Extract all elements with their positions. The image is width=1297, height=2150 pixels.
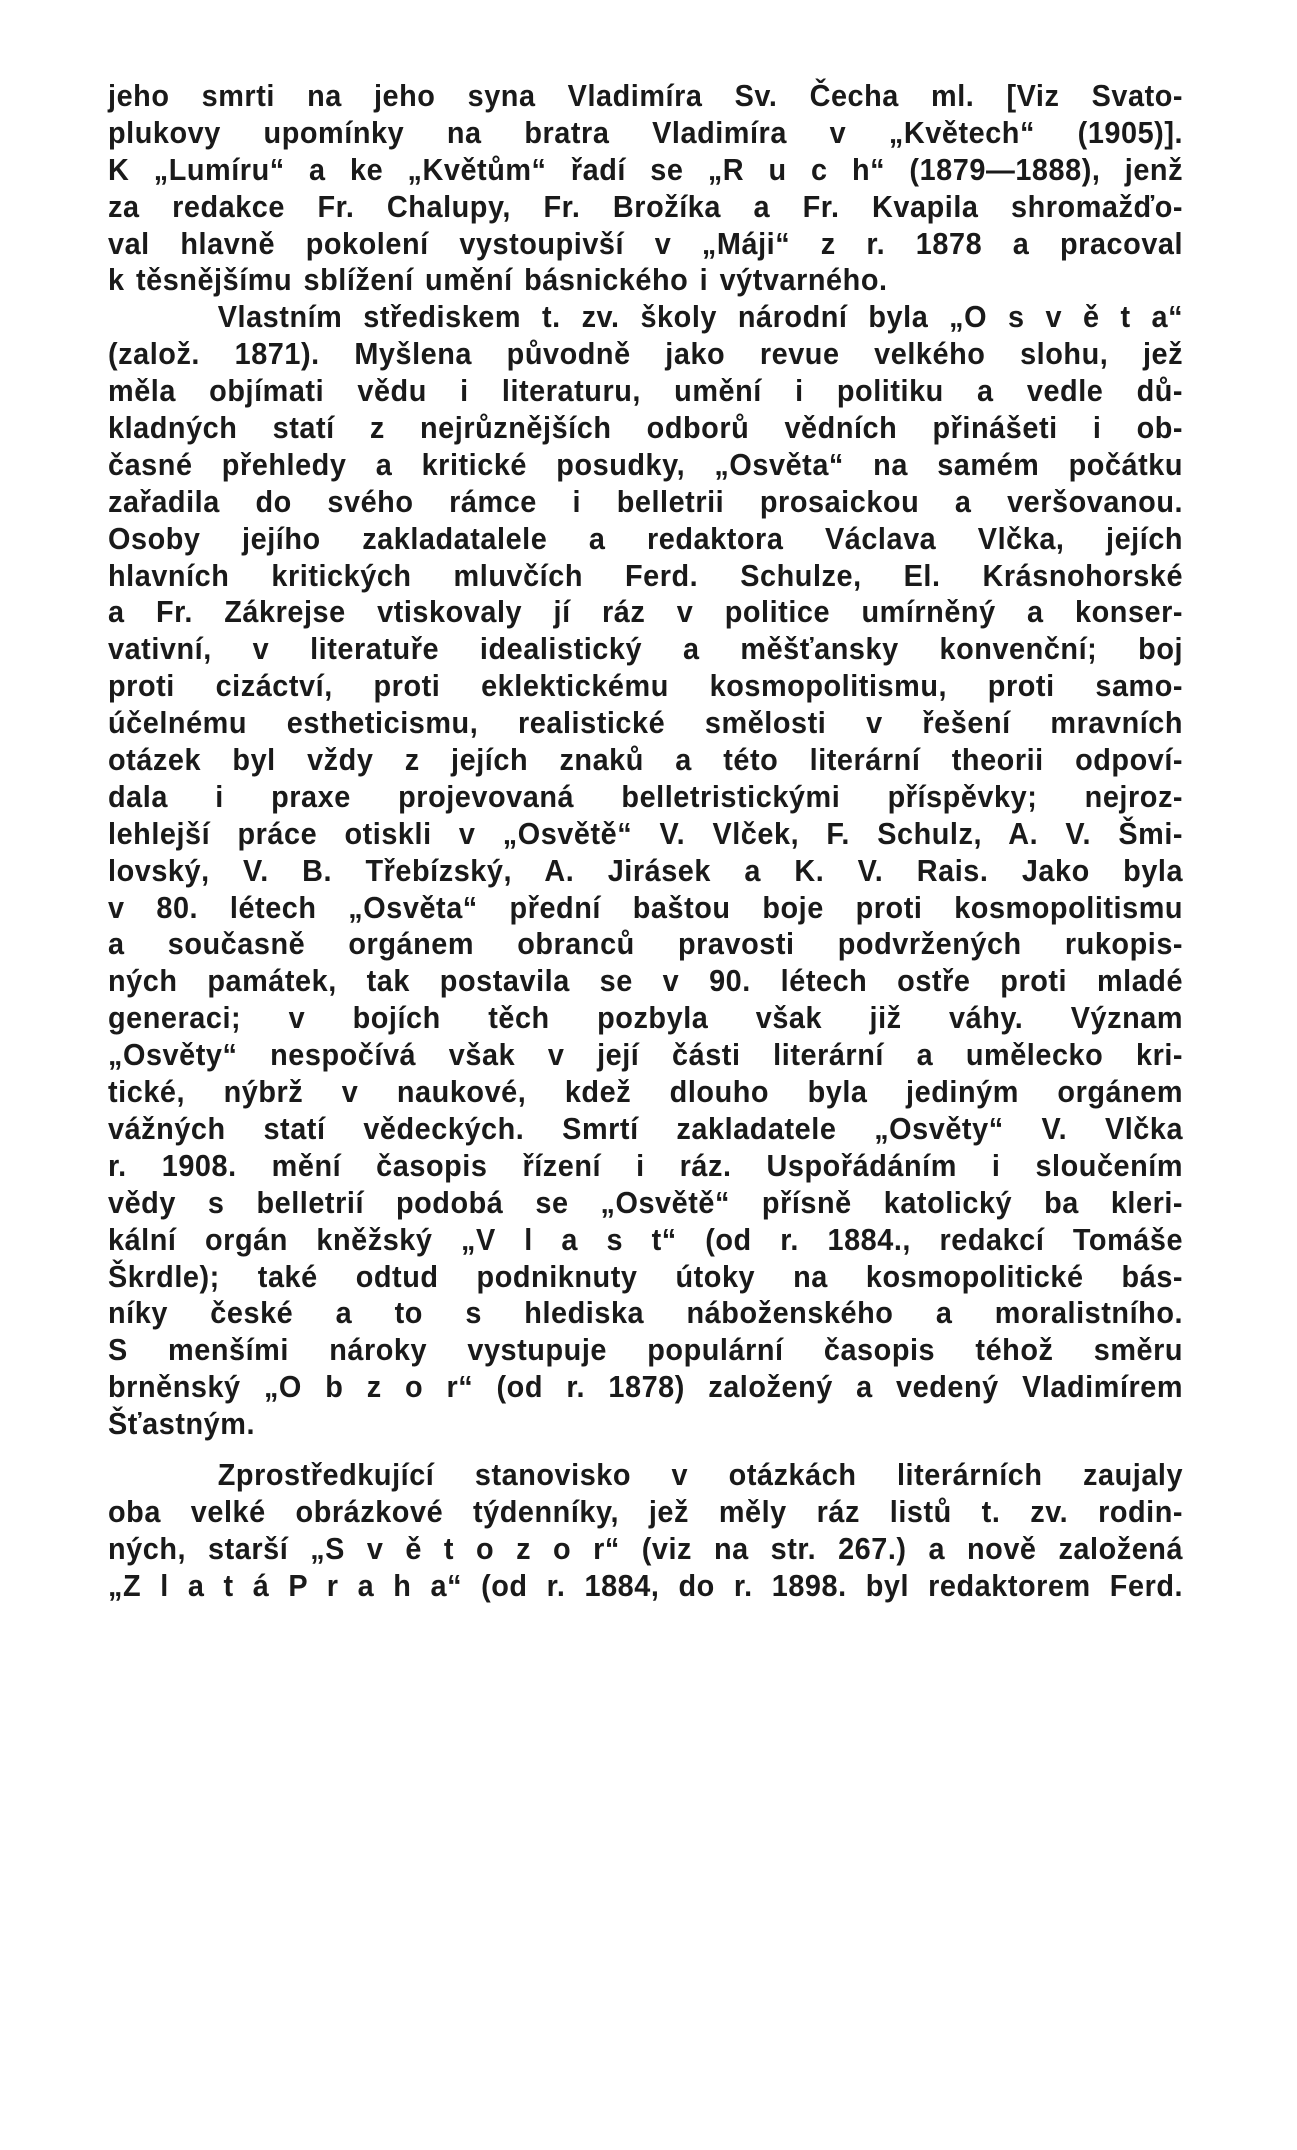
text-line: (založ. 1871). Myšlena původně jako revue velkého slohu, jež: [108, 336, 1184, 372]
text-line: Šťastným.: [108, 1406, 256, 1442]
text-line: plukovy upomínky na bratra Vladimíra v „Květech“ (1905)].: [108, 114, 1184, 150]
text-line: lehlejší práce otiskli v „Osvětě“ V. Vlček, F. Schulz, A. V. Šmi-: [108, 815, 1184, 851]
text-line: oba velké obrázkové týdenníky, jež měly ráz listů t. zv. rodin-: [108, 1493, 1184, 1529]
text-line: a současně orgánem obranců pravosti podvržených rukopis-: [108, 926, 1184, 962]
document-page: [108, 78, 1183, 1605]
text-line: S menšími nároky vystupuje populární časopis téhož směru: [108, 1332, 1184, 1368]
text-line: za redakce Fr. Chalupy, Fr. Brožíka a Fr. Kvapila shromažďo-: [108, 188, 1184, 224]
text-line: val hlavně pokolení vystoupivší v „Máji“ z r. 1878 a pracoval: [108, 225, 1184, 261]
text-line: Vlastním střediskem t. zv. školy národní byla „O s v ě t a“: [217, 299, 1184, 335]
text-line: „Osvěty“ nespočívá však v její části literární a umělecko kri-: [108, 1037, 1184, 1073]
text-line: „Z l a t á P r a h a“ (od r. 1884, do r. 1898. byl redaktorem Ferd.: [108, 1567, 1184, 1603]
text-line: kální orgán kněžský „V l a s t“ (od r. 1884., redakcí Tomáše: [108, 1221, 1184, 1257]
paragraph-tydenniky: [108, 1457, 1183, 1605]
text-line: dala i praxe projevovaná belletristickými příspěvky; nejroz-: [108, 778, 1184, 814]
text-line: vědy s belletrií podobá se „Osvětě“ přísně katolický ba kleri-: [108, 1184, 1184, 1220]
text-line: brněnský „O b z o r“ (od r. 1878) založený a vedený Vladimírem: [108, 1369, 1184, 1405]
text-line: jeho smrti na jeho syna Vladimíra Sv. Čecha ml. [Viz Svato-: [108, 78, 1184, 113]
text-line: otázek byl vždy z jejích znaků a této literární theorii odpoví-: [108, 742, 1184, 778]
text-line: Zprostředkující stanovisko v otázkách literárních zaujaly: [217, 1456, 1184, 1492]
text-line: Osoby jejího zakladatalele a redaktora Václava Vlčka, jejích: [108, 520, 1184, 556]
text-line: v 80. létech „Osvěta“ přední baštou boje proti kosmopolitismu: [108, 889, 1184, 925]
text-line: vážných statí vědeckých. Smrtí zakladatele „Osvěty“ V. Vlčka: [108, 1110, 1184, 1146]
text-line: hlavních kritických mluvčích Ferd. Schulze, El. Krásnohorské: [108, 557, 1184, 593]
text-line: kladných statí z nejrůznějších odborů vědních přinášeti i ob-: [108, 410, 1184, 446]
text-line: ných, starší „S v ě t o z o r“ (viz na str. 267.) a nově založená: [108, 1530, 1184, 1566]
text-line: časné přehledy a kritické posudky, „Osvěta“ na samém počátku: [108, 446, 1184, 482]
text-line: a Fr. Zákrejse vtiskovaly jí ráz v politice umírněný a konser-: [108, 594, 1184, 630]
paragraph-ruch: [108, 78, 1183, 299]
text-line: měla objímati vědu i literaturu, umění i politiku a vedle dů-: [108, 373, 1184, 409]
text-line: níky české a to s hlediska náboženského a moralistního.: [108, 1295, 1184, 1331]
text-line: lovský, V. B. Třebízský, A. Jirásek a K. V. Rais. Jako byla: [108, 852, 1184, 888]
text-line: vativní, v literatuře idealistický a měšťansky konvenční; boj: [108, 631, 1184, 667]
text-line: proti cizáctví, proti eklektickému kosmopolitismu, proti samo-: [108, 668, 1184, 704]
text-line: r. 1908. mění časopis řízení i ráz. Uspořádáním i sloučením: [108, 1147, 1184, 1183]
text-line: ných památek, tak postavila se v 90. létech ostře proti mladé: [108, 963, 1184, 999]
text-line: K „Lumíru“ a ke „Květům“ řadí se „R u c h“ (1879—1888), jenž: [108, 151, 1184, 187]
paragraph-osveta: [108, 299, 1183, 1443]
text-line: generaci; v bojích těch pozbyla však již váhy. Význam: [108, 1000, 1184, 1036]
text-line: účelnému estheticismu, realistické smělosti v řešení mravních: [108, 705, 1184, 741]
text-line: Škrdle); také odtud podniknuty útoky na kosmopolitické bás-: [108, 1258, 1184, 1294]
text-line: k těsnějšímu sblížení umění básnického i výtvarného.: [108, 262, 888, 298]
text-line: zařadila do svého rámce i belletrii prosaickou a veršovanou.: [108, 483, 1184, 519]
text-line: tické, nýbrž v naukové, kdež dlouho byla jediným orgánem: [108, 1074, 1184, 1110]
